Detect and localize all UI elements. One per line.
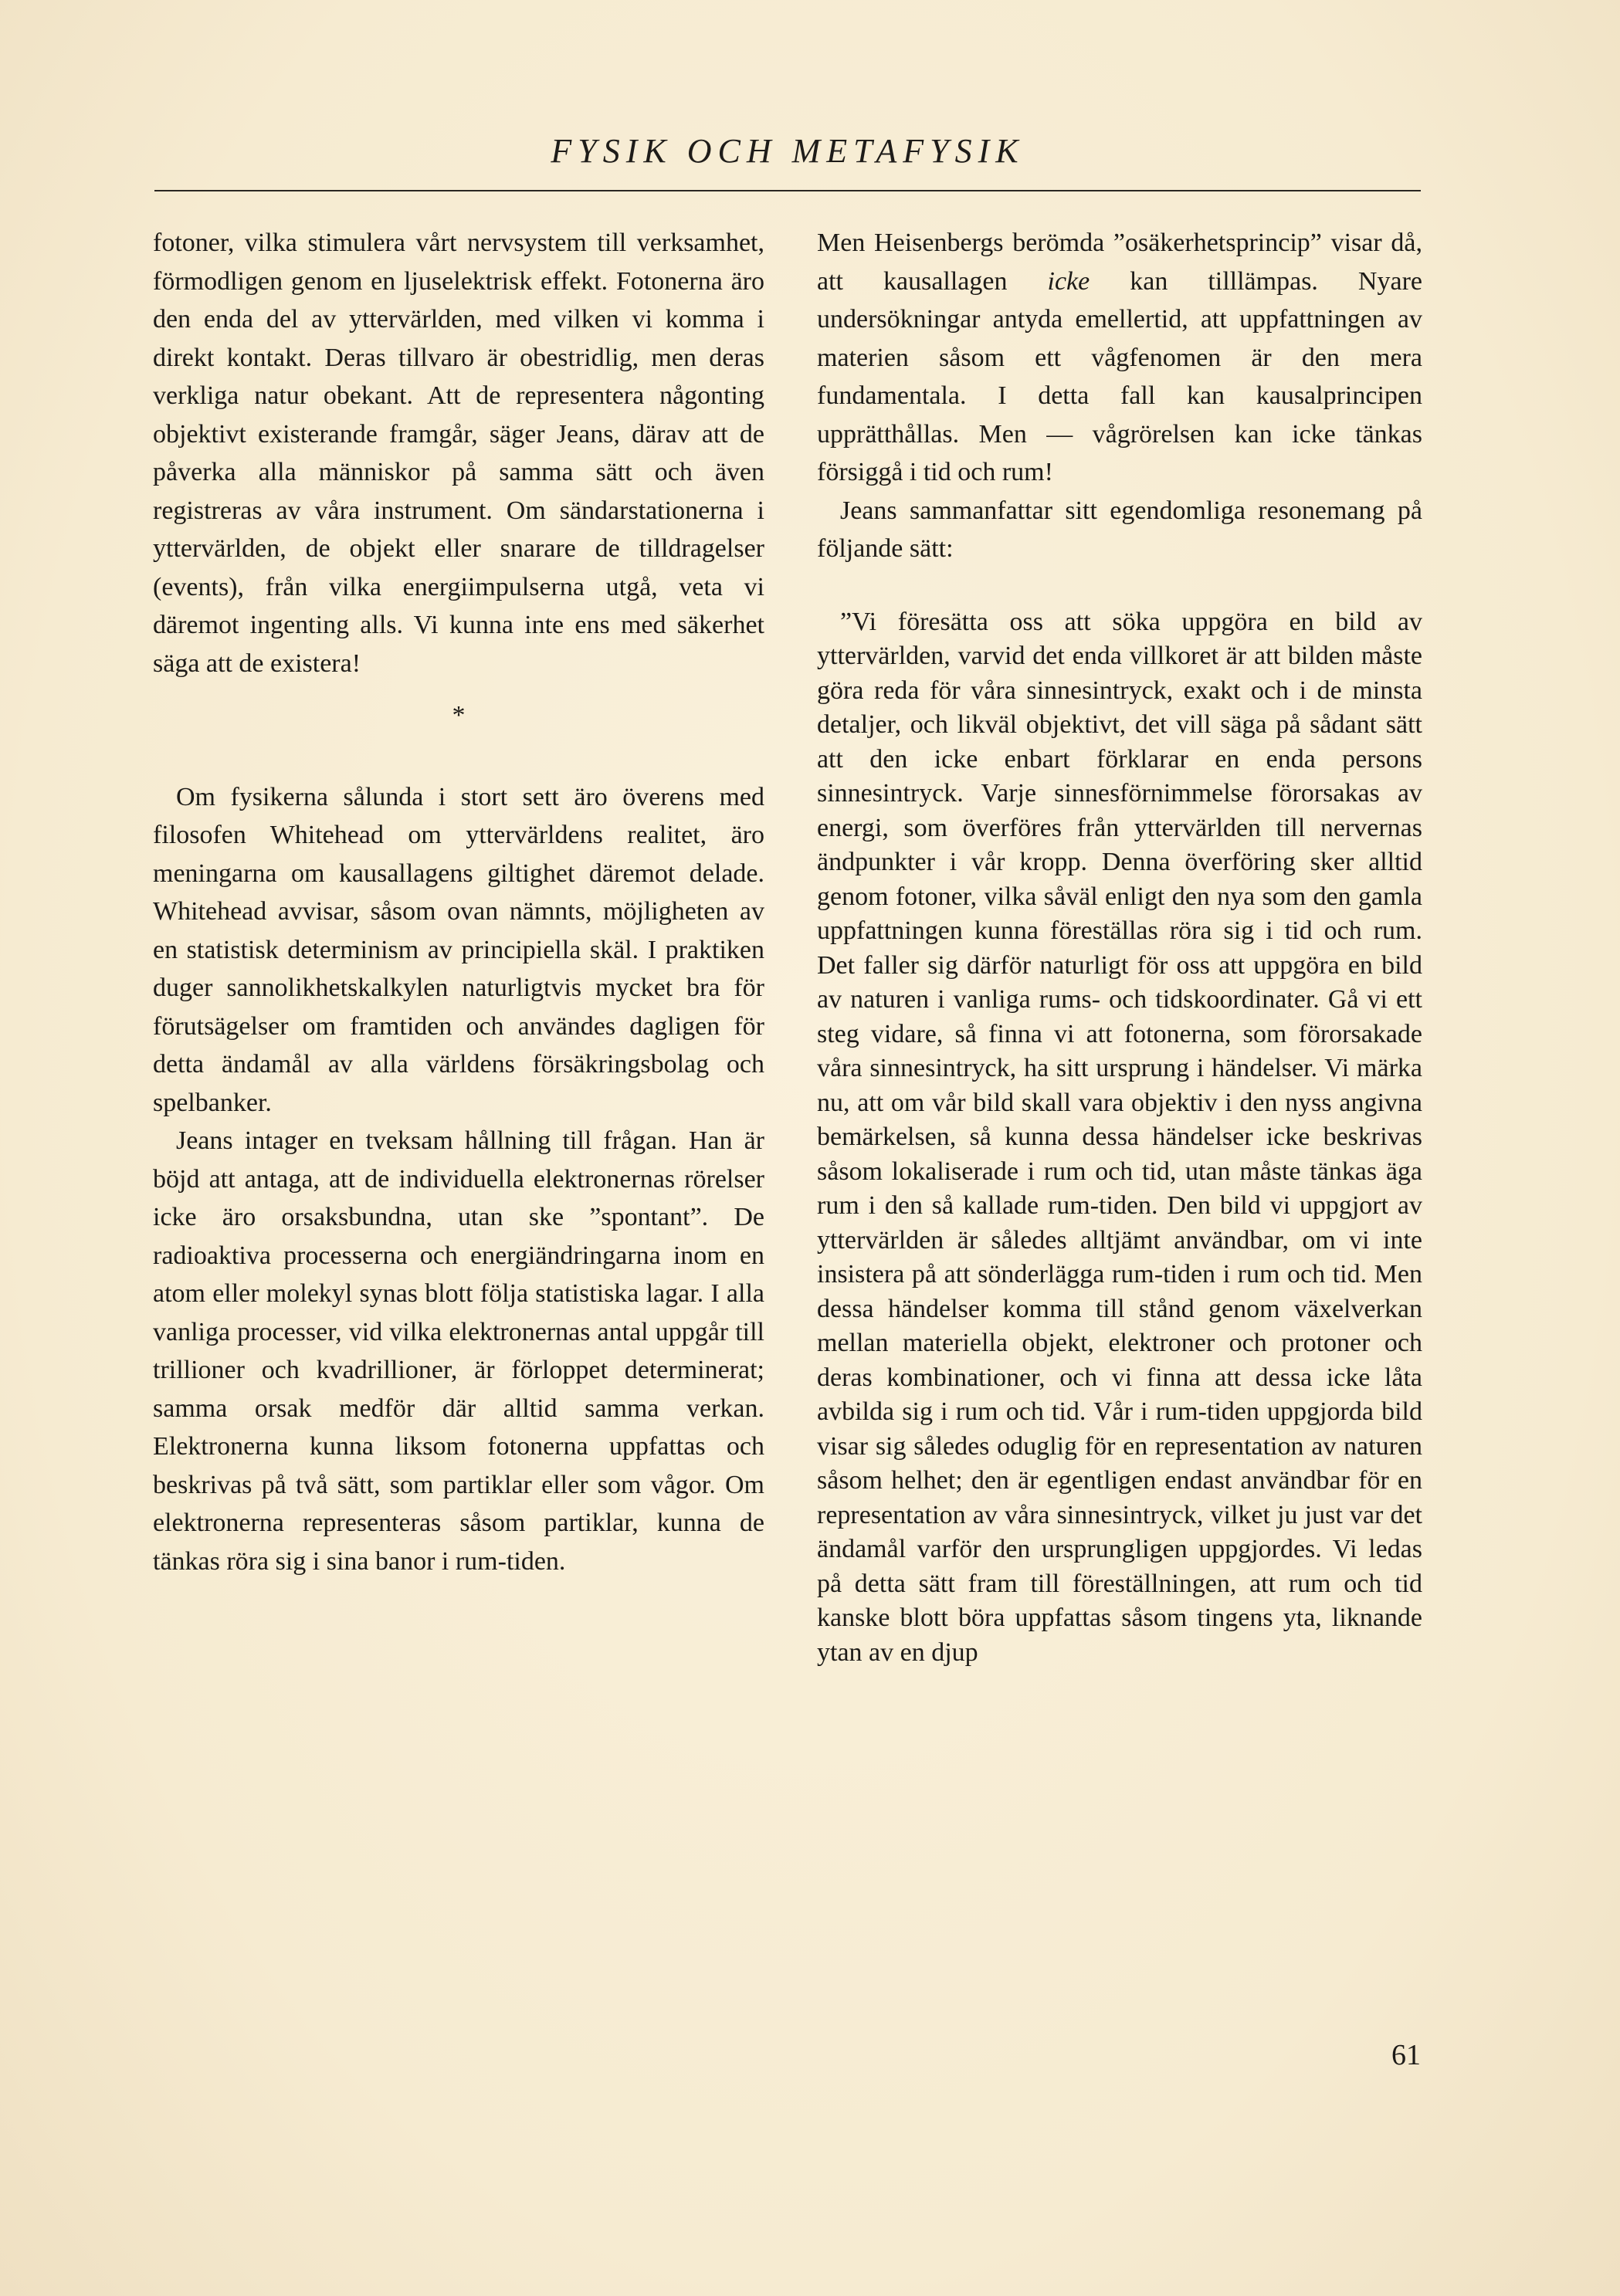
left-paragraph-2: Om fysikerna sålunda i stort sett äro överens med filosofen Whitehead om yttervärldens realitet, äro meningarna om kausallagens giltighet däremot delade. Whitehead avvisar, såsom ovan nämnts, möjligheten av en statistisk determinism av principiella skäl. I praktiken duger sannolikhetskalkylen naturligtvis mycket bra för förutsägelser om framtiden och användes dagligen för detta ändamål av alla världens försäkringsbolag och spelbanker. (153, 782, 764, 1117)
running-header: FYSIK OCH METAFYSIK (551, 132, 1025, 170)
page-number: 61 (1391, 2039, 1421, 2071)
right-column (817, 224, 1422, 1670)
right-paragraph-2: Jeans sammanfattar sitt egendomliga resonemang på följande sätt: (817, 496, 1422, 563)
left-column (153, 224, 764, 1580)
emphasis-icke: icke (1047, 266, 1090, 296)
left-paragraph-1: fotoner, vilka stimulera vårt nervsystem till verksamhet, förmodligen genom en ljuselektrisk effekt. Fotonerna äro den enda del av yttervärlden, med vilken vi komma i direkt kontakt. Deras tillvaro är obestridlig, men deras verkliga natur obekant. Att de representera någonting objektivt existerande framgår, säger Jeans, därav att de påverka alla människor på samma sätt och även registreras av våra instrument. Om sändarstationerna i yttervärlden, de objekt eller snarare de tilldragelser (events), från vilka energiimpulserna utgå, veta vi däremot ingenting alls. Vi kunna inte ens med säkerhet säga att de existera! (153, 229, 764, 678)
left-paragraph-3: Jeans intager en tveksam hållning till frågan. Han är böjd att antaga, att de individuella elektronernas rörelser icke äro orsaksbundna, utan ske ”spontant”. De radioaktiva processerna och energiändringarna inom en atom eller molekyl synas blott följa statistiska lagar. I alla vanliga processer, vid vilka elektronernas antal uppgår till trillioner och kvadrillioner, är förloppet determinerat; samma orsak medför där alltid samma verkan. Elektronerna kunna liksom fotonerna uppfattas och beskrivas på två sätt, som partiklar eller som vågor. Om elektronerna representeras såsom partiklar, kunna de tänkas röra sig i sina banor i rum-tiden. (153, 1126, 764, 1576)
header-rule (154, 190, 1421, 191)
quote-text: ”Vi föresätta oss att söka uppgöra en bild av yttervärlden, varvid det enda villkoret är att bilden måste göra reda för våra sinnesintryck, exakt och i de minsta detaljer, och likväl objektivt, det vill säga på sådant sätt att den icke enbart förklarar en enda persons sinnesintryck. Varje sinnesförnimmelse förorsakas av energi, som överföres från yttervärlden till nervernas ändpunkter i vår kropp. Denna överföring sker alltid genom fotoner, vilka såväl enligt den nya som den gamla uppfattningen kunna föreställas röra sig i tid och rum. Det faller sig därför naturligt för oss att uppgöra en bild av naturen i vanliga rums- och tidskoordinater. Gå vi ett steg vidare, så finna vi att fotonerna, som förorsakade våra sinnesintryck, ha sitt ursprung i händelser. Vi märka nu, att om vår bild skall vara objektiv i den nyss angivna bemärkelsen, så kunna dessa händelser icke beskrivas såsom lokaliserade i rum och tid, utan måste tänkas äga rum i den så kallade rum-tiden. Den bild vi uppgjort av yttervärlden är således alltjämt användbar, om vi inte insistera på att sönderlägga rum-tiden i rum och tid. Men dessa händelser komma till stånd genom växelverkan mellan materiella objekt, elektroner och protoner och deras kombinationer, och vi finna att dessa icke låta avbilda sig i rum och tid. Vår i rum-tiden uppgjorda bild visar sig således oduglig för en representation av naturen såsom helhet; den är egentligen endast användbar för en representation av våra sinnesintryck, vilket ju just var det ändamål varför den ursprungligen uppgjordes. Vi ledas på detta sätt fram till föreställningen, att rum och tid kanske blott böra uppfattas såsom tingens yta, liknande ytan av en djup (817, 607, 1422, 1667)
spacer (817, 568, 1422, 605)
section-separator: * (452, 701, 466, 730)
right-paragraph-1: Men Heisenbergs berömda ”osäkerhetsprincip” visar då, att kausallagen icke kan tilllämpas. Nyare undersökningar antyda emellertid, att uppfattningen av materien såsom ett vågfenomen är den mera fundamentala. I detta fall kan kausalprincipen upprätthållas. Men — vågrörelsen kan icke tänkas försiggå i tid och rum! (817, 229, 1422, 486)
block-quote (817, 605, 1422, 1671)
